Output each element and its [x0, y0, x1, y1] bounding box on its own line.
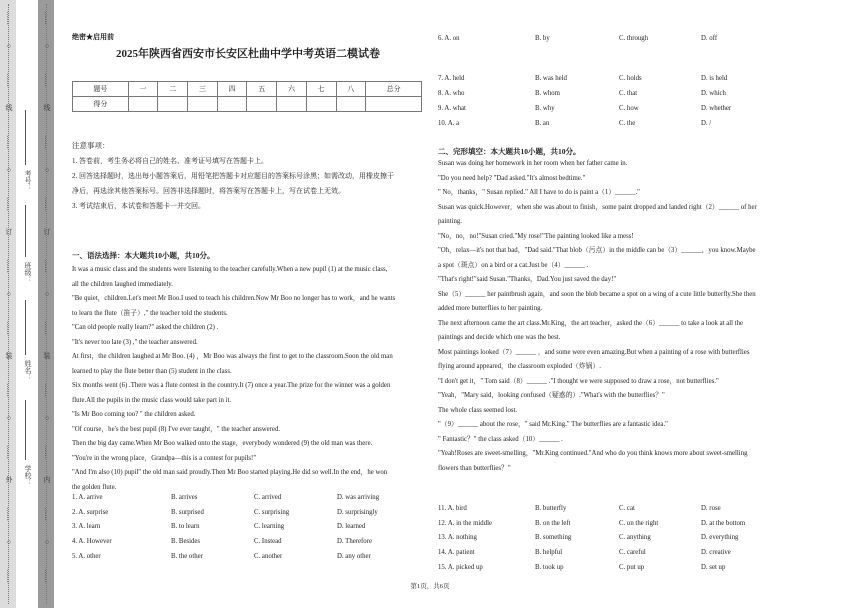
option-c: C. another [254, 552, 283, 560]
option-a: 5. A. other [72, 552, 101, 560]
score-header-cell: 三 [188, 82, 218, 97]
option-b: B. butterfly [535, 505, 567, 512]
option-d: D. off [701, 35, 718, 42]
passage-line: the golden flute. [72, 483, 117, 491]
passage-line: She（5）______ her paintbrush again，and soon the blob became a spot on a wing of a cute little butterfly.She then [438, 290, 756, 298]
passage-line: all the children laughed immediately. [72, 280, 173, 288]
score-empty-cell [247, 97, 277, 112]
option-b: B. the other [171, 552, 203, 560]
option-a: 13. A. nothing [438, 534, 477, 542]
binding-mark: ○ [5, 166, 13, 174]
name-field-line [25, 300, 26, 355]
passage-line: added more butterflies to her painting. [438, 305, 543, 312]
note-item: 3. 考试结束后，本试卷和答题卡一并交回。 [72, 202, 205, 210]
option-a: 10. A. a [438, 120, 460, 127]
passage-line: "You're in the wrong place，Grandpa—this is a contest for pupils!" [72, 454, 257, 462]
section1-heading: 一、语法选择：本大题共10小题，共10分。 [72, 251, 215, 260]
option-a: 9. A. what [438, 105, 466, 112]
binding-mark: …… [43, 383, 51, 397]
exam-title: 2025年陕西省西安市长安区杜曲中学中考英语二模试卷 [116, 48, 380, 60]
option-a: 1. A. arrive [72, 494, 103, 501]
score-empty-cell [158, 97, 188, 112]
option-b: B. surprised [171, 508, 204, 516]
score-table-score-row [73, 97, 422, 112]
option-d: D. was arriving [337, 494, 380, 501]
option-c: C. arrived [254, 494, 282, 501]
option-d: D. everything [701, 534, 739, 542]
option-a: 11. A. bird [438, 505, 467, 512]
binding-mark: 外 [5, 476, 13, 483]
passage-line: " No，thanks，" Susan replied." All I have to do is paint a（1）______." [438, 189, 640, 196]
passage-line: It was a music class and the students were listening to the teacher carefully.When a new pupil (1) at the music class, [72, 266, 388, 273]
option-a: 2. A. surprise [72, 508, 109, 516]
class-field-label: 班级： [24, 262, 32, 283]
binding-mark: …… [43, 507, 51, 521]
score-header-cell: 题号 [73, 82, 129, 97]
option-a: 3. A. learn [72, 523, 101, 531]
score-empty-cell [306, 97, 336, 112]
binding-mark: …… [5, 73, 13, 87]
binding-mark: ○ [43, 42, 51, 50]
passage-line: a spot（斑点）on a bird or a cat.Just be（4）______ . [438, 261, 589, 269]
option-c: C. the [619, 120, 636, 127]
option-b: B. was held [535, 75, 567, 82]
score-empty-cell [188, 97, 218, 112]
option-c: C. cat [619, 505, 635, 512]
option-c: C. careful [619, 549, 646, 557]
score-empty-cell [128, 97, 158, 112]
passage-line: The next afternoon came the art class.Mr.King，the art teacher，asked the（6）______ to take a look at all the [438, 319, 743, 327]
score-header-cell: 四 [217, 82, 247, 97]
binding-mark: ○ [43, 414, 51, 422]
option-b: B. whom [535, 90, 560, 97]
exam-number-label: 考号： [24, 170, 32, 191]
option-c: C. surprising [254, 508, 290, 516]
option-c: C. anything [619, 534, 651, 542]
passage-line: "It's never too late (3) ," the teacher answered. [72, 338, 198, 346]
passage-line: Susan was quick.However，when she was about to finish，some paint dropped and landed right（2）______ of her [438, 203, 757, 211]
option-d: D. is held [701, 75, 728, 82]
binding-mark: ○ [43, 538, 51, 546]
option-c: C. holds [619, 75, 642, 82]
score-empty-cell [217, 97, 247, 112]
option-a: 8. A. who [438, 90, 465, 97]
passage-line: to learn the flute（笛子）," the teacher told the students. [72, 309, 228, 317]
passage-line: "Oh，relax—it's not that bad，"Dad said."That blob（污点）in the middle can be（3）______，you know.Maybe [438, 247, 756, 254]
option-b: B. to learn [171, 523, 200, 531]
binding-mark: …… [5, 507, 13, 521]
option-c: C. learning [254, 523, 285, 531]
option-b: B. helpful [535, 549, 563, 557]
binding-mark: …… [43, 73, 51, 87]
passage-line: "Is Mr Boo coming too? " the children asked. [72, 411, 196, 418]
option-b: B. took up [535, 563, 564, 571]
score-empty-cell [336, 97, 366, 112]
binding-mark: 订 [5, 228, 13, 235]
option-b: B. arrives [171, 494, 198, 501]
option-c: C. through [619, 35, 649, 42]
binding-mark: …… [43, 259, 51, 273]
passage-line: "And I'm also (10) pupil" the old man said proudly.Then Mr Boo started playing.He did so well.In the end，he won [72, 469, 388, 476]
passage-line: flying around appeared，the classroom exploded（炸锅）. [438, 363, 601, 370]
passage-line: "（9）______ about the rose，" said Mr.King." The butterflies are a fantastic idea." [438, 421, 668, 428]
passage-line: Six months went (6) .There was a flute contest in the country.It (7) once a year.The prize for the winner was a golden [72, 382, 391, 389]
passage-line: At first，the children laughed at Mr Boo. (4) ，Mr Boo was always the first to get to the classroom.Soon the old man [72, 353, 393, 360]
note-item: 2. 回答选择题时，选出每小题答案后，用铅笔把答题卡对应题目的答案标号涂黑；如需改动，用橡皮擦干 [72, 172, 394, 180]
binding-mark: …… [43, 11, 51, 25]
binding-mark: …… [43, 197, 51, 211]
option-c: C. how [619, 105, 639, 112]
option-b: B. by [535, 35, 550, 42]
binding-mark: …… [5, 11, 13, 25]
option-d: D. rose [701, 505, 721, 512]
option-c: C. put up [619, 563, 645, 571]
note-item: 净后，再选涂其他答案标号。回答非选择题时，将答案写在答题卡上，写在试卷上无效。 [72, 187, 345, 195]
passage-line: flowers than butterflies？" [438, 464, 511, 472]
binding-mark: …… [5, 445, 13, 459]
binding-mark: …… [5, 321, 13, 335]
school-field-line [25, 400, 26, 460]
score-empty-cell [366, 97, 422, 112]
option-d: D. / [701, 120, 712, 127]
binding-mark: ○ [43, 290, 51, 298]
passage-line: Then the big day came.When Mr Boo walked onto the stage，everybody wondered (9) the old man was there. [72, 440, 373, 447]
binding-mark: ○ [5, 42, 13, 50]
binding-mark: …… [5, 383, 13, 397]
score-table-header-row [73, 82, 422, 97]
option-d: D. Therefore [337, 538, 372, 546]
option-d: D. at the bottom [701, 519, 746, 527]
score-header-cell: 二 [158, 82, 188, 97]
passage-line: " Fantastic？" the class asked（10）______ . [438, 435, 563, 443]
option-d: D. whether [701, 105, 732, 112]
score-header-cell: 六 [277, 82, 307, 97]
binding-mark: ○ [43, 166, 51, 174]
passage-line: "Yeah，"Mary said，looking confused（疑惑的）."What's with the butterflies？" [438, 392, 665, 399]
binding-margin [0, 0, 62, 608]
score-label-cell: 得分 [73, 97, 129, 112]
passage-line: paintings and decide which one was the best. [438, 334, 561, 341]
binding-mark: 内 [43, 476, 51, 483]
binding-mark: 线 [5, 104, 13, 111]
option-d: D. creative [701, 549, 731, 557]
binding-mark: 线 [43, 104, 51, 111]
passage-line: "Be quiet，children.Let's meet Mr Boo.I used to teach his children.Now Mr Boo no longer has to work，and he wants [72, 295, 396, 302]
option-c: C. that [619, 90, 638, 97]
note-item: 1. 答卷前，考生务必将自己的姓名、准考证号填写在答题卡上。 [72, 157, 268, 165]
score-header-cell: 八 [336, 82, 366, 97]
option-b: B. an [535, 120, 550, 127]
passage-line: Susan was doing her homework in her room when her father came in. [438, 160, 628, 167]
binding-mark: ○ [5, 538, 13, 546]
binding-mark: …… [5, 259, 13, 273]
binding-mark: ○ [5, 414, 13, 422]
passage-line: The whole class seemed lost. [438, 406, 518, 414]
passage-line: flute.All the pupils in the music class would take part in it. [72, 396, 232, 404]
passage-line: "No，no，no!"Susan cried."My rose!"The painting looked like a mess! [438, 232, 634, 240]
binding-mark: 订 [43, 228, 51, 235]
class-field-line [25, 205, 26, 257]
passage-line: "Yeah!Roses are sweet-smelling，"Mr.King continued."And who do you think knows more about sweet-smelling [438, 450, 748, 457]
option-b: B. something [535, 534, 572, 542]
score-header-cell: 五 [247, 82, 277, 97]
score-table [72, 81, 422, 112]
page-footer: 第1页，共6页 [410, 583, 450, 590]
option-b: B. Besides [171, 538, 201, 546]
option-b: B. on the left [535, 519, 571, 527]
notes-heading: 注意事项： [72, 141, 110, 150]
passage-line: painting. [438, 218, 462, 225]
passage-line: Most paintings looked（7）______ ，and some were even amazing.But when a painting of a rose with butterflies [438, 348, 750, 356]
option-d: D. set up [701, 563, 726, 571]
option-b: B. why [535, 105, 555, 112]
score-header-cell: 一 [128, 82, 158, 97]
option-a: 7. A. held [438, 75, 465, 82]
passage-line: learned to play the flute better than (5) student in the class. [72, 367, 232, 375]
passage-line: "Can old people really learn?" asked the children (2) . [72, 324, 219, 331]
exam-number-line [25, 110, 26, 165]
binding-mark: …… [43, 445, 51, 459]
option-c: C. Instead [254, 538, 282, 546]
passage-line: "Of course，he's the best pupil (8) I've ever taught，" the teacher answered. [72, 425, 281, 433]
binding-mark: …… [43, 321, 51, 335]
section1-passage [72, 263, 424, 495]
option-c: C. on the right [619, 519, 659, 527]
binding-mark: …… [5, 135, 13, 149]
score-empty-cell [277, 97, 307, 112]
option-a: 15. A. picked up [438, 563, 483, 571]
option-d: D. learned [337, 523, 366, 531]
score-header-cell: 总分 [366, 82, 422, 97]
option-d: D. any other [337, 552, 371, 560]
binding-mark: 装 [43, 352, 51, 359]
option-a: 14. A. patient [438, 549, 475, 557]
binding-mark: …… [43, 569, 51, 583]
binding-mark: …… [5, 569, 13, 583]
option-a: 12. A. in the middle [438, 519, 492, 527]
school-field-label: 学校： [24, 465, 32, 486]
secret-label: 绝密★启用前 [72, 33, 114, 41]
passage-line: "I don't get it，" Tom said（8）______ ."I thought we were supposed to draw a rose，not butterflies." [438, 377, 719, 385]
option-d: D. surprisingly [337, 508, 378, 516]
option-a: 4. A. However [72, 538, 112, 546]
option-d: D. which [701, 90, 726, 97]
option-a: 6. A. on [438, 35, 460, 42]
binding-mark: ○ [5, 290, 13, 298]
score-header-cell: 七 [306, 82, 336, 97]
section2-passage [438, 157, 788, 476]
passage-line: "Do you need help? "Dad asked."It's almost bedtime." [438, 174, 586, 182]
name-field-label: 姓名： [24, 360, 32, 381]
binding-mark: …… [43, 135, 51, 149]
passage-line: "That's right!"said Susan."Thanks，Dad.You just saved the day!" [438, 276, 617, 283]
binding-mark: 装 [5, 352, 13, 359]
section2-heading: 二、完形填空：本大题共10小题，共10分。 [438, 147, 581, 156]
binding-mark: …… [5, 197, 13, 211]
